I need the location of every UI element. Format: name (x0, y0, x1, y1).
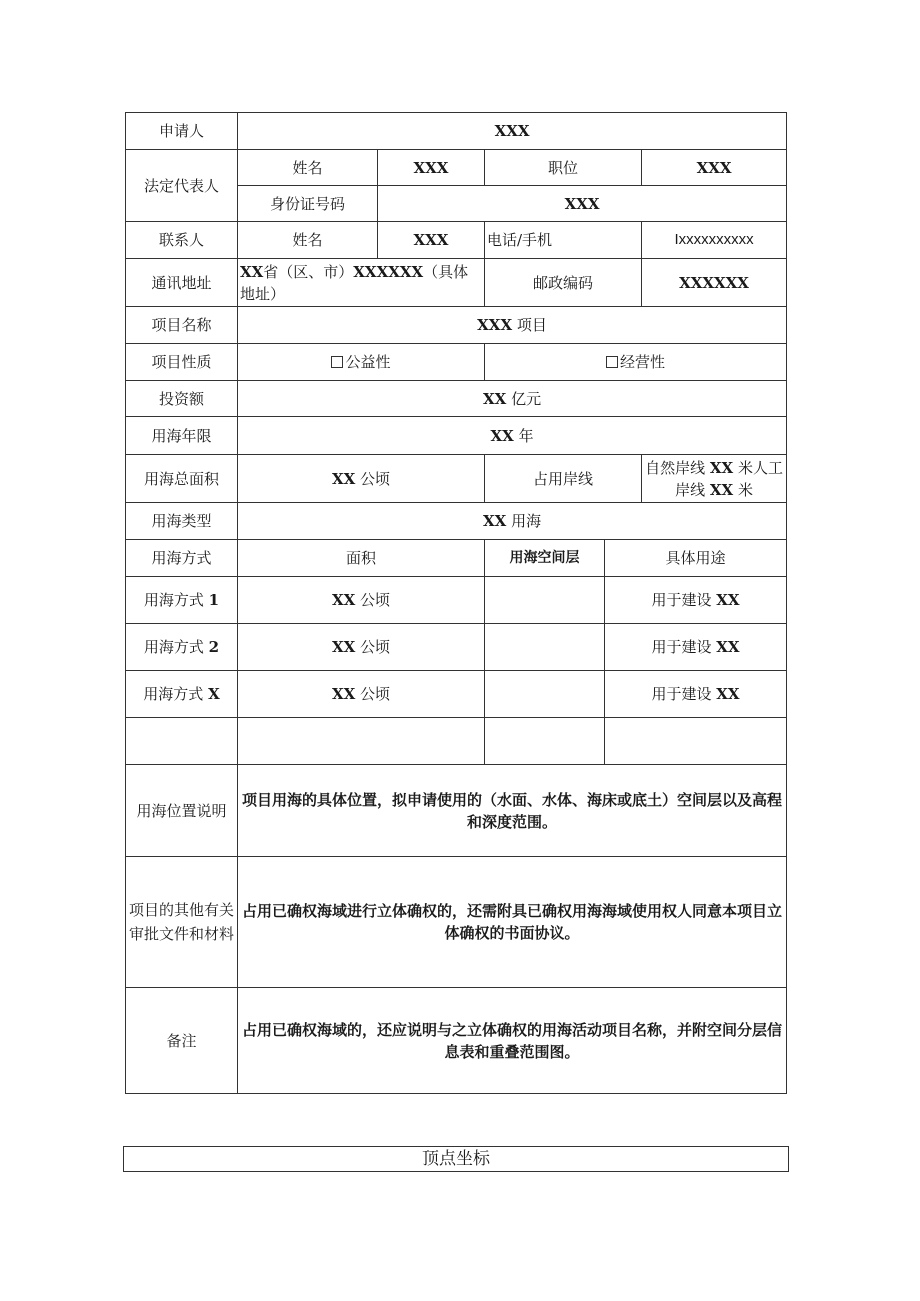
natural-shoreline-text: 自然岸线 (645, 458, 706, 477)
legal-rep-position-value: XXX (642, 150, 787, 186)
shoreline-label: 占用岸线 (485, 455, 642, 503)
method-x-area (238, 671, 485, 718)
legal-rep-name-label: 姓名 (238, 150, 378, 186)
contact-label: 联系人 (126, 222, 238, 259)
method-2-area (238, 624, 485, 671)
row-sea-method-header (126, 540, 787, 577)
artificial-shoreline-placeholder: XX (709, 480, 734, 499)
row-contact (126, 222, 787, 259)
contact-name-label: 姓名 (238, 222, 378, 259)
sea-type-placeholder: XX (483, 512, 507, 530)
investment-value (238, 381, 787, 417)
address-value (238, 259, 485, 307)
row-other-docs (126, 857, 787, 988)
project-name-label: 项目名称 (126, 307, 238, 344)
col-layer-header: 用海空间层 (485, 540, 605, 577)
row-sea-method-1 (126, 577, 787, 624)
sea-years-label: 用海年限 (126, 417, 238, 455)
commercial-checkbox[interactable] (606, 356, 618, 368)
sea-years-value (238, 417, 787, 455)
other-docs-label: 项目的其他有关审批文件和材料 (126, 857, 238, 988)
method-2-label-text: 用海方式 (143, 638, 204, 656)
artificial-shoreline-text: 米人工岸线 (675, 458, 783, 499)
nature-option-commercial[interactable] (485, 344, 787, 381)
natural-shoreline-placeholder: XX (709, 458, 734, 477)
applicant-value: XXX (238, 113, 787, 150)
method-1-use-text: 用于建设 (651, 591, 712, 609)
row-location (126, 765, 787, 857)
empty-cell-4 (605, 718, 787, 765)
address-province-placeholder: XX (240, 262, 264, 281)
sea-type-value (238, 503, 787, 540)
method-x-use-text: 用于建设 (651, 685, 712, 703)
sea-area-placeholder: XX (331, 469, 356, 488)
postcode-value: XXXXXX (642, 259, 787, 307)
method-x-use-placeholder: XX (716, 685, 740, 703)
legal-rep-position-label: 职位 (485, 150, 642, 186)
col-use-header: 具体用途 (605, 540, 787, 577)
sea-type-label: 用海类型 (126, 503, 238, 540)
row-sea-method-x (126, 671, 787, 718)
method-2-label (126, 624, 238, 671)
legal-rep-id-value: XXX (378, 186, 787, 222)
contact-name-value: XXX (378, 222, 485, 259)
method-1-area-unit: 公顷 (360, 591, 391, 609)
method-x-layer (485, 671, 605, 718)
empty-cell-1 (126, 718, 238, 765)
row-sea-method-2 (126, 624, 787, 671)
legal-rep-label: 法定代表人 (126, 150, 238, 222)
method-2-use-placeholder: XX (716, 638, 740, 656)
vertex-coordinates-title: 顶点坐标 (123, 1146, 789, 1172)
legal-rep-name-value: XXX (378, 150, 485, 186)
sea-area-value (238, 455, 485, 503)
method-1-label-index: 1 (208, 591, 220, 609)
nature-option-public[interactable] (238, 344, 485, 381)
col-area-header: 面积 (238, 540, 485, 577)
investment-label: 投资额 (126, 381, 238, 417)
row-applicant (126, 113, 787, 150)
address-detail-placeholder: XXXXXX (353, 262, 424, 281)
method-1-layer (485, 577, 605, 624)
row-sea-area (126, 455, 787, 503)
sea-years-placeholder: XX (490, 426, 514, 445)
row-address (126, 259, 787, 307)
method-x-area-placeholder: XX (331, 685, 356, 703)
method-1-use (605, 577, 787, 624)
method-x-label-text: 用海方式 (143, 685, 204, 703)
address-detail-text: （具体地址） (240, 262, 469, 303)
method-2-area-placeholder: XX (331, 638, 356, 656)
row-investment (126, 381, 787, 417)
shoreline-unit: 米 (737, 480, 753, 499)
project-nature-label: 项目性质 (126, 344, 238, 381)
method-2-label-index: 2 (208, 638, 220, 656)
commercial-option-label: 经营性 (620, 353, 666, 371)
row-sea-years (126, 417, 787, 455)
method-2-layer (485, 624, 605, 671)
remarks-label: 备注 (126, 988, 238, 1094)
method-x-use (605, 671, 787, 718)
empty-cell-3 (485, 718, 605, 765)
method-1-label (126, 577, 238, 624)
row-remarks (126, 988, 787, 1094)
address-province-text: 省（区、市） (263, 262, 354, 281)
legal-rep-id-label: 身份证号码 (238, 186, 378, 222)
investment-placeholder: XX (483, 389, 507, 408)
location-label: 用海位置说明 (126, 765, 238, 857)
other-docs-text: 占用已确权海域进行立体确权的，还需附具已确权用海海域使用权人同意本项目立体确权的书面协议。 (238, 857, 787, 988)
row-project-nature (126, 344, 787, 381)
sea-method-label: 用海方式 (126, 540, 238, 577)
method-1-label-text: 用海方式 (143, 591, 204, 609)
sea-years-unit: 年 (518, 426, 534, 445)
contact-phone-label: 电话/手机 (485, 222, 642, 259)
method-x-area-unit: 公顷 (360, 685, 391, 703)
public-option-label: 公益性 (345, 353, 391, 371)
sea-use-application-table (125, 112, 787, 1094)
empty-cell-2 (238, 718, 485, 765)
sea-area-label: 用海总面积 (126, 455, 238, 503)
shoreline-value (642, 455, 787, 503)
applicant-label: 申请人 (126, 113, 238, 150)
postcode-label: 邮政编码 (485, 259, 642, 307)
row-sea-type (126, 503, 787, 540)
method-2-use-text: 用于建设 (651, 638, 712, 656)
method-2-area-unit: 公顷 (360, 638, 391, 656)
method-1-use-placeholder: XX (716, 591, 740, 609)
remarks-text: 占用已确权海域的，还应说明与之立体确权的用海活动项目名称，并附空间分层信息表和重叠范围图。 (238, 988, 787, 1094)
method-x-label-index: X (208, 685, 220, 703)
method-x-label (126, 671, 238, 718)
public-checkbox[interactable] (331, 356, 343, 368)
row-legal-rep-1 (126, 150, 787, 186)
method-1-area (238, 577, 485, 624)
project-name-value (238, 307, 787, 344)
contact-phone-value: Ixxxxxxxxxx (642, 222, 787, 259)
investment-unit: 亿元 (511, 389, 542, 408)
sea-area-unit: 公顷 (360, 469, 391, 488)
sea-type-suffix: 用海 (511, 512, 542, 530)
method-1-area-placeholder: XX (331, 591, 356, 609)
project-name-placeholder: XXX (477, 316, 513, 334)
row-empty (126, 718, 787, 765)
method-2-use (605, 624, 787, 671)
row-project-name (126, 307, 787, 344)
address-label: 通讯地址 (126, 259, 238, 307)
location-text: 项目用海的具体位置，拟申请使用的（水面、水体、海床或底土）空间层以及高程和深度范围。 (238, 765, 787, 857)
project-name-suffix: 项目 (516, 316, 547, 334)
